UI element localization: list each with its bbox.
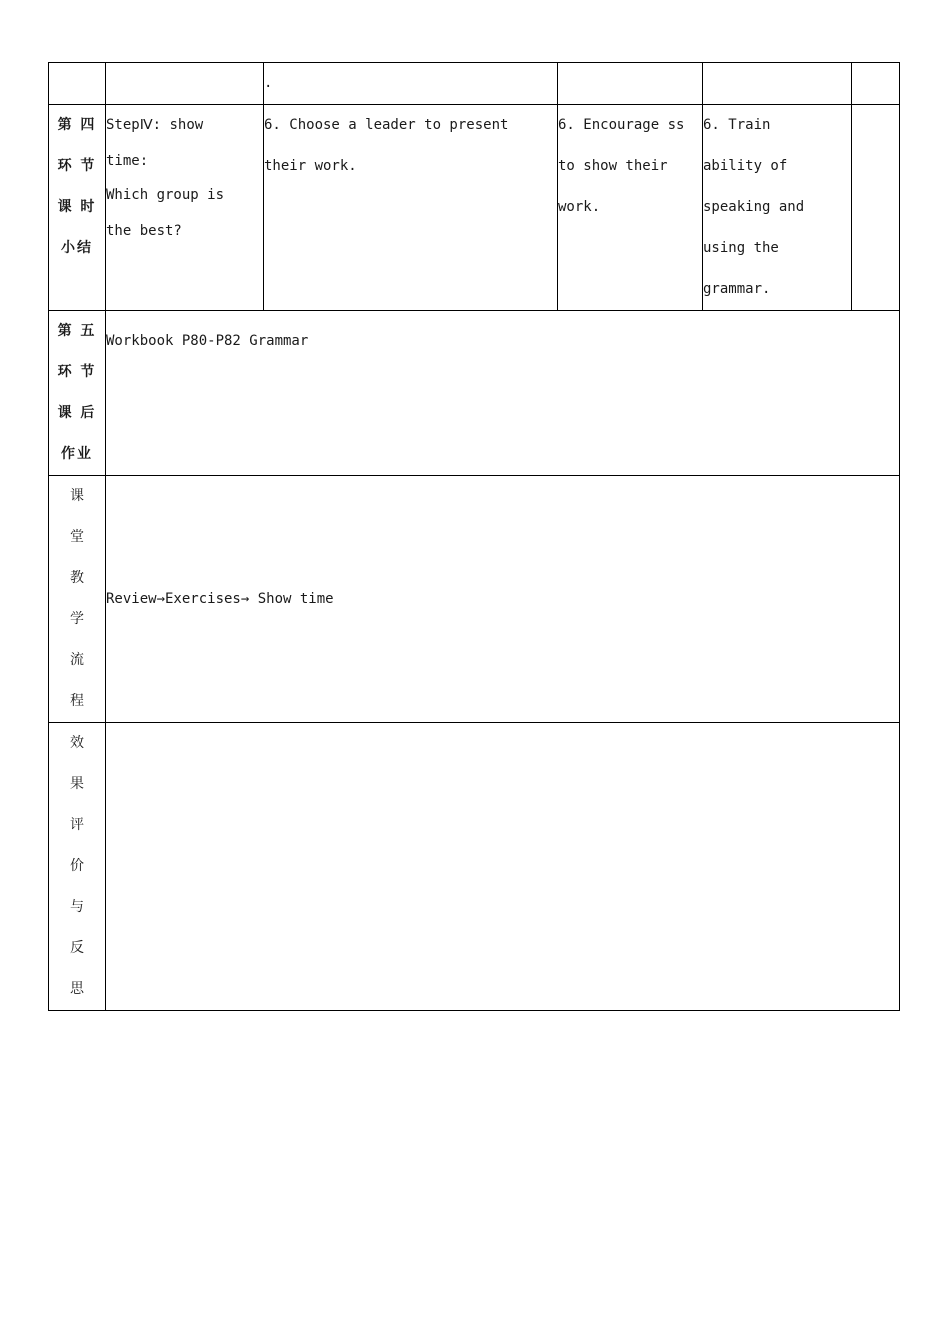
flow-label-char: 流 — [70, 652, 84, 668]
section4-teacher-line: 6. Encourage ss — [558, 117, 685, 133]
reflection-label-char: 与 — [70, 899, 84, 915]
section4-purpose-cell — [703, 105, 852, 311]
flow-label-char: 课 — [70, 488, 84, 504]
top-mark: . — [264, 75, 273, 91]
reflection-label — [49, 723, 106, 1011]
section5-content-cell — [106, 311, 900, 476]
section4-extra-cell — [852, 105, 900, 311]
reflection-label-char: 评 — [70, 817, 84, 833]
reflection-label-char: 反 — [70, 940, 84, 956]
section4-purpose-line: speaking and — [703, 199, 805, 215]
top-label-cell — [49, 63, 106, 105]
top-activity-cell — [264, 63, 558, 105]
section4-label-line: 课 时 — [57, 199, 97, 215]
section4-activity-line: 6. Choose a leader to present — [264, 117, 509, 133]
flow-label-char: 程 — [70, 693, 84, 709]
flow-content: Review→Exercises→ Show time — [106, 591, 334, 607]
section4-step-line: the best? — [106, 223, 182, 239]
lesson-plan-table — [48, 62, 900, 1011]
flow-label-char: 学 — [70, 611, 84, 627]
table-row-reflection — [49, 723, 900, 1011]
reflection-label-char: 果 — [70, 776, 84, 792]
table-row-section5 — [49, 311, 900, 476]
section4-purpose-line: grammar. — [703, 281, 771, 297]
section4-step-line: Which group is — [106, 187, 225, 203]
section4-label-line: 第 四 — [57, 117, 97, 133]
table-row-section4 — [49, 105, 900, 311]
top-step-cell — [106, 63, 264, 105]
section4-activity-cell — [264, 105, 558, 311]
section4-step-line: StepⅣ: show — [106, 117, 204, 133]
reflection-label-char: 价 — [70, 858, 84, 874]
section4-purpose-line: 6. Train — [703, 117, 771, 133]
section4-activity-line: their work. — [264, 158, 357, 174]
section4-purpose-line: ability of — [703, 158, 788, 174]
section5-label — [49, 311, 106, 476]
table-row-top — [49, 63, 900, 105]
flow-label-char: 堂 — [70, 529, 84, 545]
top-purpose-cell — [703, 63, 852, 105]
section5-label-line: 第 五 — [57, 323, 97, 339]
section4-teacher-line: to show their — [558, 158, 668, 174]
flow-label-char: 教 — [70, 570, 84, 586]
flow-content-cell — [106, 476, 900, 723]
table-row-flow — [49, 476, 900, 723]
section4-step-cell — [106, 105, 264, 311]
section5-label-line: 课 后 — [57, 405, 97, 421]
section4-teacher-cell — [558, 105, 703, 311]
reflection-label-char: 效 — [70, 735, 84, 751]
section4-label — [49, 105, 106, 311]
section4-step-line: time: — [106, 153, 149, 169]
section4-purpose-line: using the — [703, 240, 779, 256]
top-extra-cell — [852, 63, 900, 105]
top-teacher-cell — [558, 63, 703, 105]
reflection-label-char: 思 — [70, 981, 84, 997]
section5-homework: Workbook P80-P82 Grammar — [106, 333, 309, 349]
flow-label — [49, 476, 106, 723]
reflection-content-cell — [106, 723, 900, 1011]
section4-label-line: 环 节 — [57, 158, 97, 174]
section4-label-line: 小结 — [61, 240, 93, 256]
section4-teacher-line: work. — [558, 199, 601, 215]
section5-label-line: 作业 — [61, 446, 93, 462]
section5-label-line: 环 节 — [57, 364, 97, 380]
